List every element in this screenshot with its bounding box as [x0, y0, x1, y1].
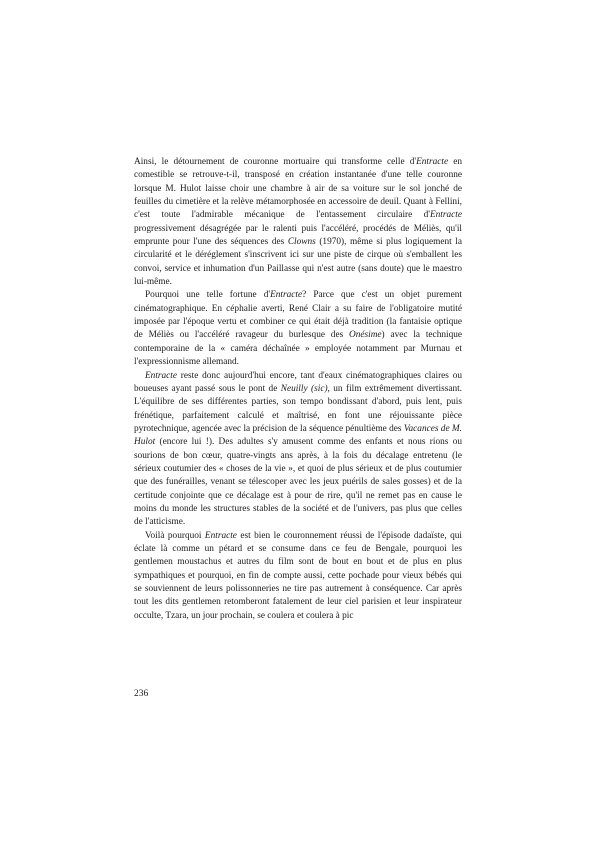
italic-run: (sic)	[311, 383, 328, 394]
italic-run: Entracte	[429, 210, 462, 221]
text-run: Ainsi, le détournement de couronne mortuaire qui transforme celle d'	[134, 157, 417, 167]
page-number: 236	[134, 689, 149, 699]
italic-run: Entracte	[145, 370, 178, 381]
text-run: progressivement désagrégée par le ralenti puis l'accéléré, procédés de Méliès, qu'il emprunte pour l'une des séquences des	[134, 223, 462, 248]
text-run: ? Parce que c'est un objet purement cinématographique. En céphalie averti, René Clair a su faire de l'obligatoire mutité imposée par l'époque vertu et combiner ce qui était déjà tradition (la fantaisie optique de Méliès ou l'accéléré ravageur du burlesque des	[134, 290, 462, 341]
italic-run: Onésime	[349, 330, 382, 341]
text-run: Pourquoi une telle fortune d'	[145, 290, 271, 301]
italic-run: Entracte	[270, 290, 303, 301]
italic-run: Entracte	[204, 530, 237, 541]
paragraph	[134, 530, 462, 623]
text-run: (encore lui !). Des adultes s'y amusent comme des enfants et nous rions ou sourions de bon cœur, quatre-vingts ans après, à la fois du décalage entretenu (le sérieux coutumier des « choses de la vie », et quoi de plus sérieux et de plus coutumier que des funérailles, venant se télescoper avec les jeux puérils de sales gosses) et de la certitude conjointe que ce décalage est à pour de rire, qu'il ne remet pas en cause le moins du monde les structures stables de la société et de l'univers, pas plus que celles de l'atticisme.	[134, 437, 462, 528]
text-run: est bien le couronnement réussi de l'épisode dadaïste, qui éclate là comme un pétard et se consume dans ce feu de Bengale, pourquoi les gentlemen moustachus et autres du film sont de bout en bout et de plus en plus sympathiques et pourquoi, en fin de compte aussi, cette pochade pour vieux bébés qui se souviennent de leurs polissonneries ne tire pas autrement à conséquence. Car après tout les dits gentlemen retomberont fatalement de leur ciel parisien et leur inspirateur occulte, Tzara, un jour prochain, se coulera et coulera à pic	[134, 530, 462, 621]
italic-run: Neuilly	[280, 383, 308, 394]
text-run: , un film extrêmement divertissant. L'équilibre de ses différentes parties, son tempo bondissant d'abord, puis lent, puis frénétique, parfaitement calculé et maîtrisé, en font une réjouissante pièce pyrotechnique, agencée avec la précision de la séquence pénultième des	[134, 383, 462, 434]
italic-run: Vacances de M. Hulot	[134, 423, 462, 448]
body-text	[134, 156, 462, 623]
text-run: Voilà pourquoi	[145, 530, 205, 541]
text-run: (1970), même si plus logiquement la circularité et le déréglement s'inscrivent ici sur une piste de cirque où s'emballent les convoi, service et inhumation d'un Paillasse qui n'est autre (sans doute) que le maestro lui-même.	[134, 237, 462, 288]
italic-run: Entracte	[416, 157, 449, 167]
paragraph	[134, 370, 462, 530]
text-run: ) avec la technique contemporaine de la « caméra déchaînée » employée notamment par Murnau et l'expressionnisme allemand.	[134, 330, 462, 368]
text-run: en comestible se retrouve-t-il, transposé en création instantanée d'une telle couronne lorsque M. Hulot laisse choir une chambre à air de sa voiture sur le sol jonché de feuilles du cimetière et la relève métamorphosée en accessoire de deuil. Quant à Fellini, c'est toute l'admirable mécanique de l'entassement circulaire d'	[134, 157, 462, 221]
italic-run: Clowns	[287, 237, 316, 248]
text-run: reste donc aujourd'hui encore, tant d'eaux cinématographiques claires ou boueuses ayant passé sous le pont de	[134, 370, 462, 394]
paragraph	[134, 289, 462, 369]
paragraph	[134, 156, 462, 289]
